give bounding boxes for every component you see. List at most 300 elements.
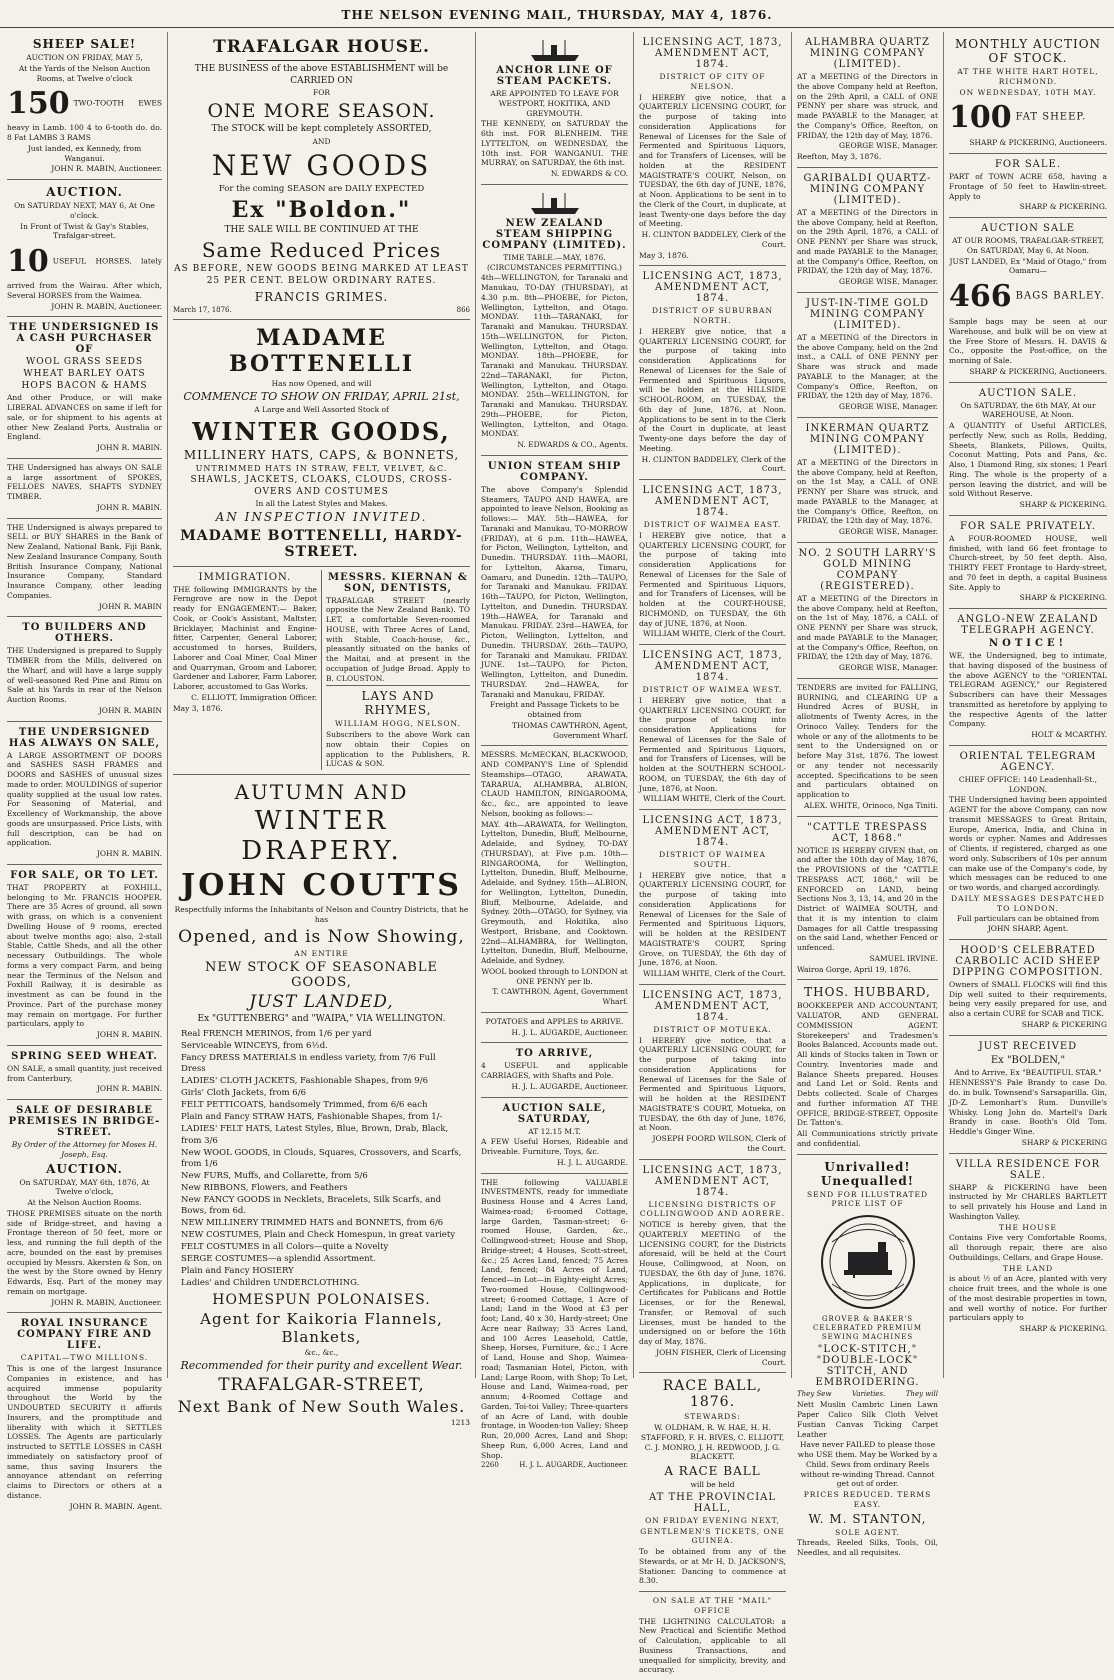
goods-list-item: FELT PETTICOATS, handsomely Trimmed, from 6/6 each	[181, 1100, 428, 1111]
ad-signature: THOMAS CAWTHRON, Agent, Government Wharf.	[512, 720, 628, 740]
ad-date: May 3, 1876.	[173, 703, 223, 713]
ad-title: ROYAL INSURANCE COMPANY FIRE AND LIFE.	[17, 1318, 152, 1352]
ad-signature: SHARP & PICKERING.	[1019, 593, 1107, 603]
goods-list-item: Girls' Cloth Jackets, from 6/6	[181, 1088, 306, 1099]
ad-autumn: AUTUMN AND	[234, 780, 409, 805]
ad-stock: The STOCK will be kept completely ASSORTED,	[211, 124, 432, 135]
ad-title: LICENSING ACT, 1873, AMENDMENT ACT, 1874.	[642, 271, 783, 305]
ad-agent-role: SOLE AGENT.	[835, 1527, 900, 1537]
ad-builders	[7, 617, 162, 721]
ad-order: By Order of the Attorney for Moses H. Joseph, Esq.	[11, 1140, 158, 1159]
ad-materials: Nett Muslin Cambric Linen Lawn Paper Calico Silk Cloth Velvet Fustian Canvas Ticking Carpet Leather	[797, 1400, 938, 1439]
ad-location: At the Nelson Auction Rooms.	[27, 1198, 142, 1208]
ad-immigration	[173, 570, 317, 771]
ad-and: AND	[312, 136, 331, 146]
ad-lot	[7, 242, 162, 301]
ad-body: AT a MEETING of the Directors in the above Company, held on the 2nd inst., a CALL of ONE PENNY per Share was struck and made PAYABLE to the Manager, at the Company's Office, Reefton, on FRIDAY, the 12th day of May, 1876.	[797, 332, 938, 401]
ad-signature: MADAME BOTTENELLI, HARDY-STREET.	[180, 527, 463, 560]
ad-body: HENNESSY'S Pale Brandy to case Do. do. in bulk. Townsend's Sarsaparilla. Gin, JD-Z. Lemonhart's Rum. Dunville's Whisky. Long John do. Martell's Dark Brandy in case. Booth's Old Tom. Heddle's Ginger Wine.	[949, 1078, 1107, 1136]
ad-body: This is one of the largest Insurance Companies in existence, and has acquired immense popularity throughout the World by the UNDOUBTED SECURITY it affords Insurers, and the promptitude and liberality with which it SETTLES LOSSES. The Agents are particularly instructed to SETTLE LOSSES in CASH immediately on satisfactory proof of same, thus saving Insurers the annoyance attendant on referring claims to Directors or others at a distance.	[7, 1364, 162, 1500]
ad-signature: N. EDWARDS & CO., Agents.	[517, 440, 628, 449]
ad-agent-body: Threads, Reeled Silks, Tools, Oil, Needles, and all requisites.	[797, 1538, 938, 1558]
ad-body: A LARGE ASSORTMENT OF DOORS and SASHES SASH FRAMES and DOORS and SASHES of unusual sizes made to order. MOULDINGS of superior quality supplied at the usual low rates. For Seasoning of Material, and Excellency of Workmanship, the above goods are unsurpassed. Price Lists, with full description, can be had on application.	[7, 750, 162, 848]
ad-title: FOR SALE.	[994, 159, 1062, 170]
ad-house-body: Contains Five very Comfortable Rooms, all thorough repair, there are also Outbuildings, Cellars, and Grape House.	[949, 1233, 1107, 1262]
column-4	[634, 32, 792, 1675]
ad-sub: ARE APPOINTED TO LEAVE FOR WESTPORT, HOKITIKA, AND GREYMOUTH.	[490, 89, 619, 118]
steamship-icon	[525, 37, 585, 63]
ad-signature: H. J. L. AUGARDE, Auctioneer.	[519, 1461, 628, 1470]
ad-unrivalled: Unrivalled! Unequalled!	[820, 1159, 915, 1188]
ad-signature: GEORGE WISE, Manager.	[838, 402, 938, 411]
ad-monthly-auction	[949, 32, 1107, 154]
ad-comm: All Communications strictly private and confidential.	[797, 1129, 938, 1148]
ad-title: LICENSING ACT, 1873, AMENDMENT ACT, 1874.	[642, 1164, 783, 1198]
ad-title: TRAFALGAR HOUSE.	[213, 37, 430, 57]
ad-title: MONTHLY AUCTION OF STOCK.	[954, 37, 1102, 65]
ad-shares	[7, 519, 162, 618]
ad-licensing-suburban	[639, 266, 786, 480]
ad-date: March 17, 1876.	[173, 305, 232, 314]
ad-body: THE Undersigned is prepared to Supply TIMBER from the Mills, delivered on the Wharf, and will have a large supply of well-seasoned Red Pine and Rimu on Sale at his Yards in rear of the Nelson Auction Rooms.	[7, 646, 162, 705]
ad-just-in-time	[797, 293, 938, 418]
goods-list-item: LADIES' CLOTH JACKETS, Fashionable Shapes, from 9/6	[181, 1076, 428, 1087]
ad-intro: Respectfully informs the Inhabitants of Nelson and Country Districts, that he has	[174, 905, 469, 924]
ad-body: To be obtained from any of the Stewards, or at Mr H. D. JACKSON'S, Stationer. Dancing to commence at 8.30.	[639, 1547, 786, 1586]
ad-body: SHARP & PICKERING have been instructed by Mr CHARLES BARTLETT to sell privately his House and Land in Washington Valley.	[949, 1182, 1107, 1221]
ad-body: THE Undersigned has always ON SALE a large assortment of SPOKES, FELLOES NAVES, SHAFTS SYDNEY TIMBER.	[7, 462, 162, 502]
goods-list-item: Ladies' and Children UNDERCLOTHING.	[181, 1278, 360, 1289]
ad-split-row	[173, 567, 470, 776]
ad-title: THOS. HUBBARD,	[804, 985, 931, 1000]
ad-signature: JOHN R. MABIN	[98, 705, 162, 715]
ad-stitch: "LOCK-STITCH," "DOUBLE-LOCK" STITCH, AND EMBROIDERING.	[815, 1344, 920, 1389]
ad-licensing-nelson	[639, 32, 786, 266]
ad-signature: JOHN R. MABIN, Auctioneer.	[51, 164, 162, 174]
ad-title: TO ARRIVE,	[515, 1048, 594, 1060]
ad-wool: WOOL booked through to LONDON at ONE PENNY per lb.	[481, 966, 628, 986]
ad-body: I HEREBY give notice, that a QUARTERLY LICENSING COURT, for the purpose of taking into consideration Applications for Renewal of Licenses for the Sale of Fermented and Spirituous Liquors, will be holden at the RESIDENT MAGISTRATE'S COURT, Motueka, on TUESDAY, the 6th day of June, 1876, at Noon.	[639, 1035, 786, 1133]
ad-items: WOOL GRASS SEEDS WHEAT BARLEY OATS HOPS BACON & HAMS	[21, 357, 148, 391]
goods-list-item: Real FRENCH MERINOS, from 1/6 per yard	[181, 1029, 372, 1040]
ad-intro: THE BUSINESS of the above ESTABLISHMENT will be CARRIED ON	[194, 64, 449, 86]
ad-signature: H. CLINTON BADDELEY, Clerk of the Court.	[641, 454, 786, 474]
ad-potatoes	[481, 1013, 628, 1044]
ad-body: The above Company's Splendid Steamers, TAUPO AND HAWEA, are appointed to leave Nelson, Booking as follows:— MAY. 5th—HAWEA, for Taranaki and Manukau, TO-MORROW (FRIDAY), at 6 p.m. 11th—HAWEA, for Picton, Wellington, Lyttelton, and Dunedin. THURSDAY. 11th—MAORI, for Lyttelton, Akaroa, Timaru, Oamaru, and Dunedin. 12th—TAUPO, for Taranaki and Manukau. FRIDAY. 16th—TAUPO, for Picton, Wellington, Lyttelton, and Dunedin. THURSDAY. 19th—HAWEA, for Taranaki and Manukau. FRIDAY. 23rd—HAWEA, for Picton, Wellington, Lyttelton, and Dunedin. THURSDAY. 26th—TAUPO, for Taranaki and Manukau. FRIDAY. JUNE. 1st—TAUPO, for Picton, Wellington, Lyttelton, and Dunedin. THURSDAY. 2nd—HAWEA, for Taranaki and Manukau, FRIDAY.	[481, 484, 628, 699]
ad-title: MESSRS. KIERNAN & SON, DENTISTS,	[328, 571, 468, 594]
ad-body: Sample bags may be seen at our Warehouse, and bulk will be on view at the Free Store of Messrs. H. DAVIS & Co., opposite the Post-office, on the morning of Sale.	[949, 317, 1107, 365]
ad-title: NO. 2 SOUTH LARRY'S GOLD MINING COMPANY (REGISTERED).	[798, 547, 937, 592]
ad-signature: C. ELLIOTT, Immigration Officer.	[191, 692, 317, 702]
ad-signature: SHARP & PICKERING.	[1019, 202, 1107, 212]
ad-licensing-motueka	[639, 985, 786, 1160]
ad-grover-baker	[797, 1155, 938, 1563]
goods-list-item: Plain and Fancy HOSIERY	[181, 1266, 294, 1277]
divider	[247, 60, 396, 61]
ad-seed-wheat	[7, 1046, 162, 1100]
lays-body: Subscribers to the above Work can now obtain their Copies on application to the Publishers, R. LUCAS & SON.	[326, 730, 470, 769]
ad-time: AT 12.15 M.T.	[528, 1126, 581, 1136]
ad-signature: H. J. L. AUGARDE.	[557, 1157, 628, 1167]
ad-body: THE KENNEDY, on SATURDAY the 6th inst. FOR BLENHEIM. THE LYTTELTON, on WEDNESDAY, the 10th inst. FOR WANGANUI. THE MURRAY, on SATURDAY, the 6th inst.	[481, 119, 628, 168]
goods-list-item: Serviceable WINCEYS, from 6½d.	[181, 1041, 328, 1052]
ad-for: FOR	[313, 88, 330, 98]
ad-signature: SHARP & PICKERING, Auctioneers.	[969, 138, 1107, 148]
ad-hall: AT THE PROVINCIAL HALL,	[648, 1491, 777, 1514]
lays-author: WILLIAM HOGG, NELSON.	[334, 719, 462, 729]
ad-location: In Front of Twist & Gay's Stables, Trafalgar-street.	[20, 221, 149, 241]
ad-madame-bottenelli	[173, 320, 470, 567]
ad-signature: JOHN FISHER, Clerk of Licensing Court.	[656, 1347, 786, 1367]
ad-body: ON SALE, a small quantity, just received from Canterbury,	[7, 1063, 162, 1083]
ad-body: A FEW Useful Horses, Rideable and Driveable. Furniture, Toys, &c.	[481, 1137, 628, 1156]
ad-title: ALHAMBRA QUARTZ MINING COMPANY (LIMITED).	[805, 37, 930, 70]
ad-cattle-trespass	[797, 817, 938, 981]
ad-body: WE, the Undersigned, beg to intimate, that having disposed of the business of the above AGENCY to the "ORIENTAL TELEGRAM AGENCY," our Registered Subscribers can have their Messages transmitted as heretofore by applying to the respective Agents of the latter Company.	[949, 651, 1107, 729]
ad-title: THE UNDERSIGNED IS A CASH PURCHASER OF	[9, 322, 160, 356]
ad-styles: In all the Latest Styles and Makes.	[255, 499, 388, 509]
ad-title: GARIBALDI QUARTZ-MINING COMPANY (LIMITED).	[803, 172, 932, 206]
ad-alhambra	[797, 32, 938, 168]
ad-district: DISTRICT OF WAIMEA WEST.	[642, 685, 783, 694]
ad-body: I HEREBY give notice, that a QUARTERLY LICENSING COURT, for the purpose of taking into consideration Applications for Renewal of Licenses for the Sale of Fermented and Spirituous Liquors, and for Transfers of Licenses, will be holden at the SOUTHERN SCHOOL-ROOM, on TUESDAY, the 6th day of June, 1876, at Noon.	[639, 695, 786, 793]
ad-signature: SAMUEL IRVINE.	[869, 953, 938, 963]
ad-south-larrys	[797, 543, 938, 679]
ad-ex: Ex "GUTTENBERG" and "WAIPA," VIA WELLINGTON.	[197, 1014, 446, 1025]
goods-list-item: New RIBBONS, Flowers, and Feathers	[181, 1182, 348, 1193]
lot-description: FAT SHEEP.	[1015, 111, 1087, 123]
col-header: They Sew	[797, 1390, 832, 1399]
ad-sale: THE SALE WILL BE CONTINUED AT THE	[224, 224, 419, 235]
ad-premises	[7, 1100, 162, 1313]
ad-signature: GEORGE WISE, Manager.	[838, 277, 938, 286]
ad-signature: JOHN R. MABIN. Agent.	[69, 1501, 162, 1511]
ad-nz-steam	[481, 185, 628, 456]
ad-table-header	[797, 1390, 938, 1399]
ad-signature: JOSEPH FOORD WILSON, Clerk of the Court.	[652, 1134, 786, 1153]
ad-auction-saturday	[481, 1098, 628, 1174]
ad-location: AT THE WHITE HART HOTEL, RICHMOND.	[957, 67, 1099, 86]
ad-spokes	[7, 459, 162, 519]
ad-season: ONE MORE SEASON.	[207, 100, 436, 123]
ad-signature: GEORGE WISE, Manager.	[838, 527, 938, 536]
ad-title: AUCTION.	[46, 185, 123, 199]
ad-landed: JUST LANDED,	[249, 992, 394, 1013]
ad-title: AUCTION SALE.	[978, 387, 1078, 399]
ad-signature: WILLIAM WHITE, Clerk of the Court.	[642, 794, 786, 804]
ad-sheep-sale	[7, 32, 162, 180]
ad-signature: WILLIAM WHITE, Clerk of the Court.	[642, 629, 786, 639]
ad-signature: SHARP & PICKERING.	[1019, 500, 1107, 509]
masthead-title: THE NELSON EVENING MAIL, THURSDAY, MAY 4, 1876.	[341, 8, 773, 22]
lot-number: 10	[7, 244, 49, 279]
ad-untrimmed: UNTRIMMED HATS IN STRAW, FELT, VELVET, &C.	[195, 463, 448, 473]
ad-signature: SHARP & PICKERING	[1021, 1019, 1107, 1029]
ad-title: JUST-IN-TIME GOLD MINING COMPANY (LIMITED).	[806, 297, 929, 331]
ad-body: And other Produce, or will make LIBERAL ADVANCES on same if left for sale, or for shipment to his agents at other New Zealand Ports, Australia or England.	[7, 393, 162, 442]
ad-title: VILLA RESIDENCE FOR SALE.	[955, 1158, 1101, 1181]
ad-landed: JUST LANDED, Ex "Maid of Otago," from Oamaru—	[949, 256, 1107, 276]
goods-list-item: SERGE COSTUMES—a splendid Assortment.	[181, 1254, 376, 1264]
ad-prices: PRICES REDUCED. TERMS EASY.	[803, 1490, 932, 1509]
ad-district: DISTRICT OF SUBURBAN NORTH.	[651, 306, 773, 325]
ad-body: AT a MEETING of the Directors in the above Company, held at Reefton, on the 1st of May, 1876, a CALL of ONE PENNY per Share was struck, and made PAYABLE to the Manager, at the Company's Office, Reefton, on FRIDAY, the 12th day of May, 1876.	[797, 593, 938, 662]
ad-entire: AN ENTIRE	[294, 948, 349, 958]
ad-royal-insurance	[7, 1313, 162, 1516]
ad-title: TO BUILDERS AND OTHERS.	[22, 622, 147, 645]
ad-prices: Same Reduced Prices	[201, 238, 442, 263]
ad-next: Next Bank of New South Wales.	[177, 1397, 466, 1417]
ad-logo-text: GROVER & BAKER'S CELEBRATED PREMIUM SEWING MACHINES	[812, 1315, 923, 1342]
ad-body: Owners of SMALL FLOCKS will find this Dip well suited to their requirements, being very easily prepared for use, and also a certain CURE for SCAB and TICK.	[949, 979, 1107, 1018]
lays-title: LAYS AND RHYMES,	[326, 685, 470, 717]
ad-title: LICENSING ACT, 1873, AMENDMENT ACT, 1874.	[642, 815, 783, 848]
ad-signature: JOHN R. MABIN, Auctioneer.	[51, 301, 162, 311]
ad-oriental-telegram	[949, 746, 1107, 940]
ad-garibaldi	[797, 168, 938, 293]
ad-title: AUCTION SALE	[980, 223, 1076, 234]
ad-body: I HEREBY give notice, that a QUARTERLY LICENSING COURT, for the purpose of taking into consideration Applications for Renewal of Licenses for the Sale of Fermented and Spirituous Liquors, will be holden at the HILLSIDE SCHOOL-ROOM, on TUESDAY, the 6th day of June, 1876, at Noon. Applications to be sent in to the Clerk of the Court in duplicate, at least Twenty-one days before the day of Meeting.	[639, 326, 786, 453]
ad-date: On SATURDAY, MAY 6th, 1876, At Twelve o'clock,	[19, 1177, 150, 1197]
ad-barley-auction	[949, 218, 1107, 383]
ad-subtitle: AUCTION ON FRIDAY, MAY 5,	[26, 53, 143, 62]
ad-subtitle: On SATURDAY NEXT, MAY 6, At One o'clock.	[14, 201, 155, 220]
ad-on: ON FRIDAY EVENING NEXT,	[645, 1515, 780, 1525]
ad-body: THOSE PREMISES situate on the north side of Bridge-street, and having a Frontage thereon of 50 feet, more or less, and running the full depth of the acre, bounded on the east by premises occupied by Messrs. Akersten & Son, on the west by the Store owned by Henry Edwards, Esq. Part of the money may remain on mortgage.	[7, 1208, 162, 1296]
ad-body: AT a MEETING of the Directors in the above Company, held at Reefton, on the 1st May, a CALL of ONE PENNY per Share was struck, and made PAYABLE to the Manager, at the Company's Office, Reefton, on FRIDAY, the 12th day of May, 1876.	[797, 457, 938, 526]
ad-title: AUCTION SALE, SATURDAY,	[502, 1102, 607, 1125]
ad-signature: HOLT & MCARTHY.	[1031, 730, 1107, 739]
ad-licensing-waimea-south	[639, 810, 786, 985]
ad-stewards-label: STEWARDS:	[684, 1412, 741, 1422]
ad-full: Full particulars can be obtained from JOHN SHARP, Agent.	[956, 914, 1100, 933]
ad-send: SEND FOR ILLUSTRATED PRICE LIST OF	[806, 1189, 929, 1209]
ad-signature: JOHN R. MABIN.	[96, 502, 162, 512]
ad-lightning-calculator	[639, 1592, 786, 1680]
ad-signature: H. CLINTON BADDELEY, Clerk of the Court.	[641, 230, 786, 249]
goods-list-item: LADIES' FELT HATS, Latest Styles, Blue, Brown, Drab, Black, from 3/6	[181, 1124, 449, 1146]
ad-title: LICENSING ACT, 1873, AMENDMENT ACT, 1874.	[642, 650, 783, 683]
ad-polonaises: HOMESPUN POLONAISES.	[212, 1292, 431, 1309]
lot-number: 466	[949, 279, 1012, 314]
ad-inkerman	[797, 418, 938, 543]
goods-list-item: New WOOL GOODS, in Clouds, Squares, Crossovers, and Scarfs, from 1/6	[181, 1147, 462, 1169]
ad-number: 1213	[450, 1418, 470, 1428]
ad-body: THAT PROPERTY at FOXHILL, belonging to Mr. FRANCIS HOOPER. There are 35 Acres of ground, all sown with grass, on which is a convenient Dwelling House of 9 rooms, erected about twelve months ago; also, 2-stall Stable, Cattle Sheds, and all the other necessary Outbuildings. The whole forms a very compact Farm, and being near the Terminus of the Nelson and Foxhill Railway, it is desirable as investment as can be found in the Province. Part of the purchase money may remain on mortgage. For further particulars, apply to	[7, 882, 162, 1029]
ad-title: POTATOES and APPLES to ARRIVE.	[485, 1016, 624, 1026]
ad-notice: NOTICE!	[989, 638, 1067, 649]
ad-title: JUST RECEIVED	[978, 1040, 1078, 1052]
ad-street: TRAFALGAR-STREET,	[218, 1375, 425, 1396]
ad-title: THE UNDERSIGNED HAS ALWAYS ON SALE,	[8, 726, 161, 749]
ad-signature: WILLIAM WHITE, Clerk of the Court.	[642, 969, 786, 978]
ad-body: NOTICE is hereby given, that the QUARTERLY MEETING of the LICENSING COURT, for the Districts aforesaid, will be held at the Court House, Collingwood, at Noon, on TUESDAY, the 6th day of June, 1876. Applications, in duplicate, for Certificates for Publicans and Bottle Licenses, or for the Renewal, Transfer, or Removal of such Licenses, must be handed to the undersigned on or before the 16th day of May, 1876.	[639, 1220, 786, 1346]
ad-body: THE Undersigned having been appointed AGENT for the above Company, can now transmit MESSAGES to Great Britain, Europe, America, India, and China in words or cypher. Names and Addresses of Clients, if registered, charged as one word only. Subscribers of 10s per annum can make use of the Company's code, by which messages can be reduced to one or two words, and charged accordingly.	[949, 795, 1107, 892]
ad-licensing-waimea-east	[639, 480, 786, 645]
ad-house: THE HOUSE	[998, 1222, 1058, 1232]
ad-arrive: And to Arrive, Ex "BEAUTIFUL STAR."	[954, 1067, 1102, 1077]
ad-footer	[481, 1461, 628, 1470]
ad-title: IMMIGRATION.	[198, 571, 292, 583]
ad-body: 4 USEFUL and applicable CARRIAGES, with Shafts and Pole.	[481, 1061, 628, 1080]
ad-for-sale	[949, 154, 1107, 218]
ad-sale-privately	[949, 516, 1107, 609]
ad-signature: JOHN R. MABIN.	[96, 849, 162, 859]
ad-sub: Has now Opened, and will	[271, 378, 372, 388]
ad-capital: CAPITAL—TWO MILLIONS.	[20, 1353, 149, 1363]
ad-district: DISTRICT OF CITY OF NELSON.	[659, 72, 766, 91]
ad-body: BOOKKEEPER AND ACCOUNTANT, VALUATOR, AND GENERAL COMMISSION AGENT. Storekeepers' and Tradesmen's Books Balanced. Accounts made out. All kinds of Stocks taken in Town or Country. Inventories made and Balance Sheets prepared. Houses and Land Let or Sold. Rents and Debts collected. Scale of Charges and further information AT THE OFFICE, BRIDGE-STREET, Opposite Dr. Tatton's.	[797, 1001, 938, 1128]
col-header: Varieties.	[851, 1390, 886, 1399]
ad-stewards: W. OLDHAM, R. W. HAE, H. H. STAFFORD, F. H. BIVES, C. ELLIOTT, C. J. MONRO, J. H. REDWOOD, J. G. BLACKETT.	[640, 1423, 785, 1462]
ad-signature: N. EDWARDS & CO.	[550, 169, 628, 178]
ad-agent-name: W. M. STANTON,	[808, 1511, 927, 1526]
ad-location: On SATURDAY, the 6th MAY, At our WAREHOUSE, At Noon.	[960, 400, 1096, 420]
ad-to-arrive	[481, 1043, 628, 1097]
col-header: They will	[905, 1390, 938, 1399]
ad-villa-residence	[949, 1154, 1107, 1339]
ad-district: DISTRICT OF WAIMEA SOUTH.	[659, 850, 766, 869]
ad-title: SHEEP SALE!	[32, 37, 137, 51]
ad-body: PART of TOWN ACRE 658, having a Frontage of 50 feet to Hawlin-street. Apply to	[949, 172, 1107, 201]
ad-auction-horses	[7, 180, 162, 317]
ad-drapery: WINTER DRAPERY.	[241, 806, 402, 867]
ad-tickets: GENTLEMEN'S TICKETS, ONE GUINEA.	[640, 1526, 785, 1546]
ad-lot	[949, 98, 1107, 137]
ad-tenders	[797, 679, 938, 817]
ad-title: FOR SALE, OR TO LET.	[10, 869, 159, 881]
ad-warehouse-auction	[949, 383, 1107, 516]
ad-title: SPRING SEED WHEAT.	[11, 1050, 158, 1062]
ad-licensing-collingwood	[639, 1160, 786, 1374]
ad-title: ON SALE AT THE "MAIL" OFFICE	[652, 1596, 773, 1615]
ad-etc: &c., &c.,	[304, 1348, 339, 1358]
ad-opened: Opened, and is Now Showing,	[178, 926, 465, 947]
ad-title: RACE BALL, 1876.	[662, 1378, 763, 1411]
ad-title: "CATTLE TRESPASS ACT, 1868."	[807, 821, 928, 844]
lot-description: USEFUL HORSES, lately arrived from the Wairau. After which, Several HORSES from the Waimea.	[7, 256, 162, 300]
ad-district: DISTRICT OF MOTUEKA.	[653, 1024, 772, 1034]
ad-mcmeckan	[481, 746, 628, 1013]
ad-footer	[173, 306, 470, 315]
ad-anchor-line	[481, 32, 628, 185]
ad-daily: DAILY MESSAGES DESPATCHED TO LONDON.	[951, 893, 1105, 913]
ad-signature: SHARP & PICKERING.	[1019, 1324, 1107, 1333]
column-3	[476, 32, 634, 1470]
ad-body: THE Undersigned is always prepared to SELL or BUY SHARES in the Bank of New Zealand, National Bank, Fiji Bank, New Zealand Insurance Company, South British Insurance Company, National Insurance Company, Standard Insurance Company, other leading Companies.	[7, 522, 162, 600]
goods-list-item: FELT COSTUMES in all Colors—quite a Novelty	[181, 1241, 389, 1252]
ad-body: I HEREBY give notice, that a QUARTERLY LICENSING COURT, for the purpose of taking into consideration Applications for Renewal of Licenses for the Sale of Fermented and Spirituous Liquors, and for Transfers of Licenses, will be holden at the COURT-HOUSE, RICHMOND, on TUESDAY, the 6th day of JUNE, 1876, at Noon.	[639, 530, 786, 628]
ad-signature: JOHN R. MABIN.	[96, 443, 162, 453]
lot-number: 100	[949, 100, 1012, 136]
ad-district: DISTRICT OF WAIMEA EAST.	[643, 520, 782, 529]
ad-signature: GEORGE WISE, Manager.	[838, 663, 938, 672]
goods-list	[181, 1029, 462, 1289]
ad-marked: AS BEFORE, NEW GOODS BEING MARKED AT LEAST 25 PER CENT. BELOW ORDINARY RATES.	[174, 264, 469, 286]
lot-description: TWO-TOOTH EWES heavy in Lamb. 100 4 to 6-tooth do. do. 8 Fat LAMBS 3 RAMS	[7, 98, 162, 142]
ad-body: THE following IMMIGRANTS by the Ferngrove are now in the Depot ready for ENGAGEMENT:— Baker, Cook, or Cook's Assistant, Maltster, Bricklayer, Machinist and Engine-fitter, Carpenter, General Laborer, accustomed to horses, Builders, Laborer and Coal Miner, Coal Miner and Quarryman, Groom and Laborer, Gardener and Laborer, Farm Laborer, Laborer, accustomed to Gas Works.	[173, 584, 317, 692]
ad-title: MADAME BOTTENELLI	[229, 324, 414, 377]
ad-signature: SHARP & PICKERING, Auctioneers.	[969, 366, 1107, 376]
ad-body: TENDERS are invited for FALLING, BURNING, and CLEARING UP a Hundred Acres of BUSH, in allotments of Twenty Acres, in the Orinoco Valley. Tenders for the whole or any of the allotments to be sent to the Undersigned on or before May 31st, 1876. The lowest or any tender not necessarily accepted. Specifications to be seen and particulars obtained on application to	[797, 682, 938, 799]
ad-race-ball	[639, 1373, 786, 1592]
ad-union-steam	[481, 456, 628, 747]
ad-title: NEW ZEALAND STEAM SHIPPING COMPANY (LIMITED).	[482, 217, 627, 251]
ad-body: 4th—WELLINGTON, for Taranaki and Manukau, TO-DAY (THURSDAY), at 4.30 p.m. 8th—PHOEBE, for Picton, Wellington, Lyttelton, and Otago. MONDAY. 11th—TARANAKI, for Taranaki and Manukau. THURSDAY. 15th—WELLINGTON, for Picton, Wellington, Lyttelton, and Otago. MONDAY. 18th—PHOEBE, for Taranaki and Manukau. THURSDAY. 22nd—TARANAKI, for Picton, Wellington, Lyttelton, and Otago. MONDAY. 25th—WELLINGTON, for Taranaki and Manukau. THURSDAY. 29th—PHOEBE, for Picton, Wellington, Lyttelton, and Otago. MONDAY.	[481, 273, 628, 439]
ad-title: HOOD'S CELEBRATED CARBOLIC ACID SHEEP DIPPING COMPOSITION.	[952, 944, 1104, 978]
ad-new-goods: NEW GOODS	[211, 148, 432, 182]
ad-shawls: SHAWLS, JACKETS, CLOAKS, CLOUDS, CROSS-OVERS AND COSTUMES	[190, 474, 453, 497]
ad-stock: NEW STOCK OF SEASONABLE GOODS,	[205, 960, 438, 991]
ad-office: CHIEF OFFICE: 140 Leadenhall-St., LONDON.	[958, 774, 1098, 794]
ad-signature: H. J. L. AUGARDE, Auctioneer.	[511, 1081, 628, 1091]
column-5	[792, 32, 944, 1558]
ad-land-body: is about ½ of an Acre, planted with very choice fruit trees, and the whole is one of the most desirable properties in town, and well worthy of notice. For further particulars apply to	[949, 1274, 1107, 1323]
ad-held: will be held	[690, 1480, 735, 1489]
ad-title: LICENSING ACT, 1873, AMENDMENT ACT, 1874.	[642, 485, 783, 518]
ad-lot	[7, 84, 162, 143]
ad-date: ON WEDNESDAY, 10TH MAY.	[959, 87, 1097, 97]
ad-agent: Agent for Kaikoria Flannels, Blankets,	[200, 1310, 443, 1347]
ad-body: I HEREBY give notice, that a QUARTERLY LICENSING COURT, for the purpose of taking into consideration Applications for Renewal of Licenses for the Sale of Fermented and Spirituous Liquors, will be holden at the RESIDENT MAGISTRATE'S COURT, Spring Grove, on TUESDAY, the 6th day of June, 1876, at Noon.	[639, 870, 786, 968]
lot-number: 150	[7, 86, 70, 122]
column-1	[2, 32, 168, 1511]
ad-title: ORIENTAL TELEGRAM AGENCY.	[959, 750, 1097, 773]
ad-location: AT OUR ROOMS, TRAFALGAR-STREET, On SATURDAY, May 6, At Noon.	[952, 236, 1104, 255]
ad-signature: JOHN R. MABIN.	[96, 1084, 162, 1094]
ad-date: Wairoa Gorge, April 19, 1876.	[797, 964, 911, 974]
ad-body: MAY. 4th—ARAWATA, for Wellington, Lyttelton, Dunedin, Bluff, Melbourne, Adelaide, and Sydney, TO-DAY (THURSDAY), at Five p.m. 10th—RINGAROOMA, for Wellington, Lyttelton, Dunedin, Bluff, Melbourne, Adelaide, and Sydney. 15th—ALBION, for Wellington, Lyttelton, Dunedin, Bluff, Melbourne, Adelaide, and Sydney. 20th—OTAGO, for Sydney, via Greymouth, and Hokitika, also Westport, Brisbane, and Cooktown. 22nd—ALHAMBRA, for Wellington, Lyttelton, Dunedin, Bluff, Melbourne, Adelaide, and Sydney.	[481, 819, 628, 965]
ad-sashes	[7, 722, 162, 865]
ad-signature: ALEX. WHITE, Orinoco, Nga Tiniti.	[803, 800, 938, 810]
ad-title: LICENSING ACT, 1873, AMENDMENT ACT, 1874.	[642, 37, 783, 70]
ad-millinery: MILLINERY HATS, CAPS, & BONNETS,	[183, 447, 460, 462]
ad-title: MESSRS. McMECKAN, BLACKWOOD, AND COMPANY'S Line of Splendid Steamships—OTAGO, ARAWATA, TARARUA, ALHAMBRA, ALBION, CLAUD HAMILTON, RINGAROOMA, &c., &c., are appointed to leave Nelson, booking as follows:—	[481, 750, 628, 818]
ad-body: AT a MEETING of the Directors in the above Company, held at Reefton, on the 29th April, 1876, a CALL of ONE PENNY per Share was struck, and made PAYABLE to the Manager, at the Company's Office, Reefton, on FRIDAY, the 12th day of May, 1876.	[797, 207, 938, 276]
ad-title: UNION STEAM SHIP COMPANY.	[487, 460, 622, 483]
ad-winter-goods: WINTER GOODS,	[192, 416, 451, 446]
lot-description: BAGS BARLEY.	[1015, 290, 1105, 302]
column-6	[944, 32, 1112, 1378]
ad-large: A Large and Well Assorted Stock of	[254, 404, 389, 414]
goods-list-item: Fancy DRESS MATERIALS in endless variety, from 7/6 Full Dress	[181, 1053, 436, 1075]
ad-signature: JOHN R. MABIN	[98, 601, 162, 611]
ad-john-coutts	[173, 775, 470, 1433]
ad-hubbard	[797, 980, 938, 1154]
ad-investments	[481, 1174, 628, 1475]
column-2	[168, 32, 476, 1428]
ad-coming: For the coming SEASON are DAILY EXPECTED	[218, 183, 425, 194]
ad-for-sale-let	[7, 865, 162, 1046]
ad-ex: Ex "BOLDEN,"	[990, 1054, 1066, 1066]
sewing-machine-emblem-icon	[818, 1212, 918, 1312]
ad-body: A QUANTITY of Useful ARTICLES, perfectly New, such as Rolls, Bedding, Sheets, Blankets, Pillows, Quilts, Coconut Matting, Pots and Pans, &c. Also, 1 Diamond Ring, six stones; 1 Pearl Ring. The whole is the property of a person leaving the district, and will be sold Without Reserve.	[949, 421, 1107, 499]
ad-trafalgar-house	[173, 32, 470, 320]
ad-signature: JOHN R. MABIN.	[96, 1030, 162, 1040]
ad-body: A FOUR-ROOMED HOUSE, well finished, with land 66 feet frontage to Church-street, by 50 feet depth. Also, THIRTY FEET Frontage to Hardy-street, and 70 feet in depth, a capital Business Site. Apply to	[949, 533, 1107, 592]
ad-title: ANGLO-NEW ZEALAND TELEGRAPH AGENCY.	[957, 614, 1099, 636]
ad-body: NOTICE IS HEREBY GIVEN that, on and after the 10th day of May, 1876, the PROVISIONS of the "CATTLE TRESPASS ACT, 1868," will be ENFORCED on LAND, being Sections Nos 3, 13, 14, and 20 in the District of WAIMEA SOUTH, and that it is my intention to claim Damages for all Cattle trespassing on the said Land, whether Fenced or unfenced.	[797, 845, 938, 952]
ad-lot	[949, 277, 1107, 316]
goods-list-item: NEW COSTUMES, Plain and Check Homespun, in great variety	[181, 1229, 456, 1240]
ad-body: THE LIGHTNING CALCULATOR: a New Practical and Scientific Method of Calculation, applicable to all Business Transactions, and unequalled for simplicity, brevity, and accuracy.	[639, 1616, 786, 1675]
ad-title: SALE OF DESIRABLE PREMISES IN BRIDGE-STREET.	[8, 1105, 161, 1139]
ad-body: AT a MEETING of the Directors in the above Company held at Reefton, on the 29th April, a CALL of ONE PENNY per share was struck, and made PAYABLE to the Manager, at the Company's Office, Reefton, on FRIDAY, the 12th day of May, 1876.	[797, 72, 938, 140]
ad-land: THE LAND	[1002, 1263, 1054, 1273]
ad-date: Reefton, May 3, 1876.	[797, 152, 882, 161]
ad-body: Have never FAILED to please those who USE them. May be Worked by a Child. Sews from ordinary Reels without re-winding Thread. Cannot get out of order.	[797, 1440, 938, 1489]
goods-list-item: Plain and Fancy STRAW HATS, Fashionable Shapes, from 1/-	[181, 1112, 443, 1123]
